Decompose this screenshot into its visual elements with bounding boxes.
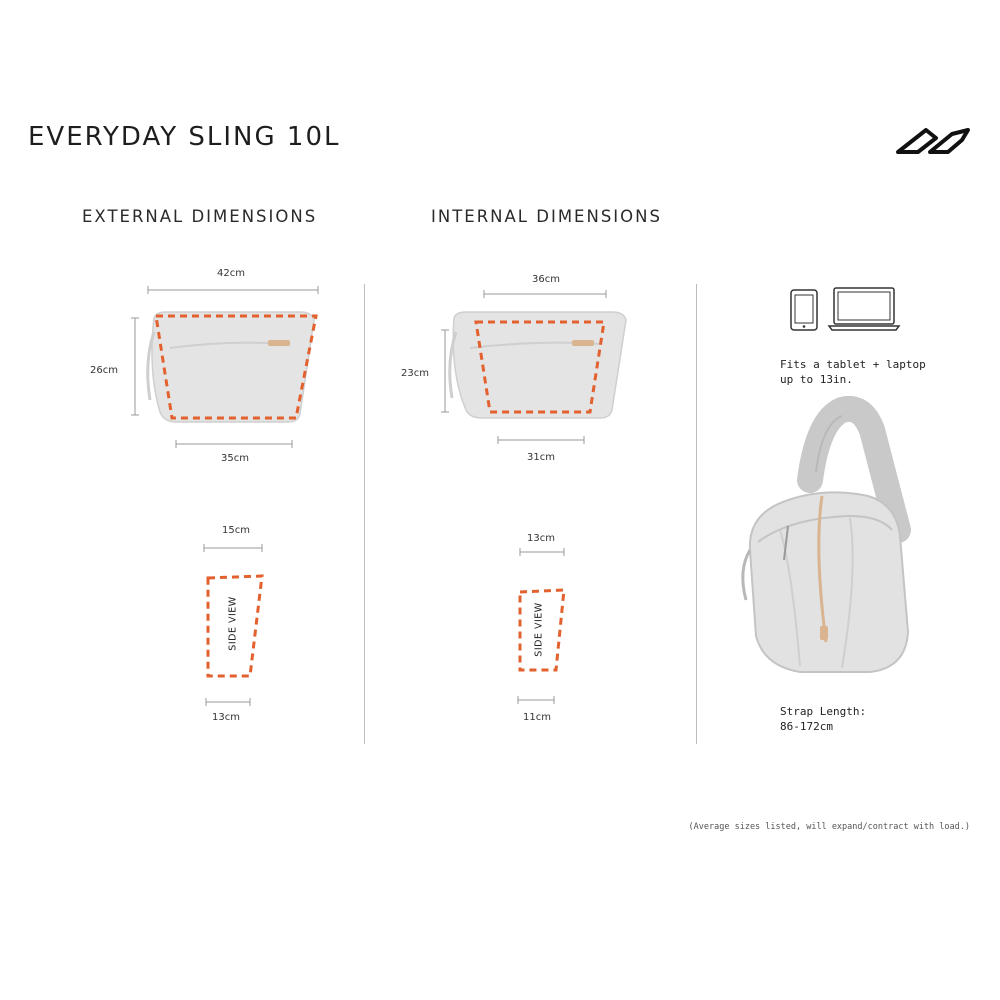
external-side-bottom-label: 13cm [212,712,240,723]
tablet-icon [789,288,819,332]
external-side-view-label: SIDE VIEW [227,596,239,651]
external-dimensions-heading: EXTERNAL DIMENSIONS [82,207,318,226]
internal-height-label: 23cm [401,368,429,379]
external-front-diagram [120,282,340,452]
internal-side-top-label: 13cm [527,533,555,544]
external-height-label: 26cm [90,365,118,376]
strap-line-1: Strap Length: [780,705,867,718]
internal-side-diagram [510,540,580,710]
external-bottom-width-label: 35cm [221,453,249,464]
column-divider-right [696,284,697,744]
laptop-icon [828,286,900,332]
strap-text [780,704,866,734]
fits-text [780,357,926,387]
external-top-width-label: 42cm [217,268,245,279]
internal-front-diagram [430,282,650,452]
strap-line-2: 86-172cm [780,720,833,733]
internal-top-width-label: 36cm [532,274,560,285]
fits-line-1: Fits a tablet + laptop [780,358,926,371]
internal-bottom-width-label: 31cm [527,452,555,463]
internal-dimensions-heading: INTERNAL DIMENSIONS [431,207,662,226]
page-title: EVERYDAY SLING 10L [28,122,341,152]
column-divider-left [364,284,365,744]
internal-side-bottom-label: 11cm [523,712,551,723]
sling-bag-image [730,400,930,700]
fits-line-2: up to 13in. [780,373,853,386]
footnote: (Average sizes listed, will expand/contract with load.) [688,822,970,832]
external-side-top-label: 15cm [222,525,250,536]
peak-design-logo-icon [896,126,972,156]
internal-side-view-label: SIDE VIEW [533,602,545,657]
